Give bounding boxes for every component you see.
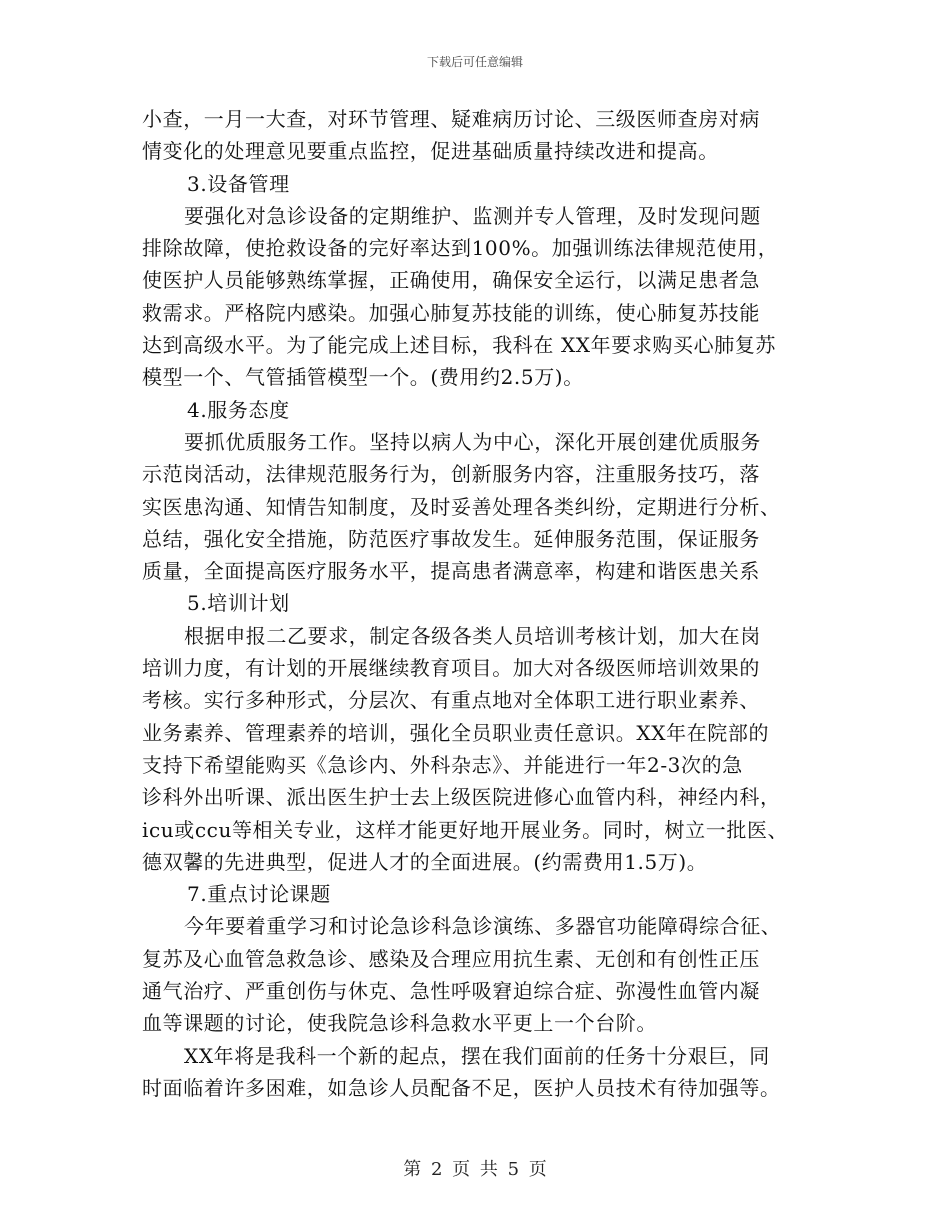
- text-line: 考核。实行多种形式，分层次、有重点地对全体职工进行职业素养、: [142, 688, 760, 713]
- section-heading: 5.培训计划: [187, 591, 290, 616]
- section-heading: 3.设备管理: [187, 171, 290, 196]
- text-line: 诊科外出听课、派出医生护士去上级医院进修心血管内科，神经内科，: [142, 785, 781, 810]
- text-line: 血等课题的讨论，使我院急诊科急救水平更上一个台阶。: [142, 1011, 657, 1036]
- text-line: 支持下希望能购买《急诊内、外科杂志》、并能进行一年2-3次的急: [142, 752, 743, 777]
- text-line: 实医患沟通、知情告知制度，及时妥善处理各类纠纷，定期进行分析、: [142, 494, 781, 519]
- text-line: 培训力度，有计划的开展继续教育项目。加大对各级医师培训效果的: [142, 656, 760, 681]
- text-line: 使医护人员能够熟练掌握，正确使用，确保安全运行，以满足患者急: [142, 268, 760, 293]
- text-line: 达到高级水平。为了能完成上述目标，我科在 XX年要求购买心肺复苏: [142, 333, 777, 358]
- text-line: 复苏及心血管急救急诊、感染及合理应用抗生素、无创和有创性正压: [142, 946, 760, 971]
- paragraph-first-line: XX年将是我科一个新的起点，摆在我们面前的任务十分艰巨，同: [184, 1043, 770, 1068]
- text-line: 通气治疗、严重创伤与休克、急性呼吸窘迫综合症、弥漫性血管内凝: [142, 979, 760, 1004]
- text-line: 质量，全面提高医疗服务水平，提高患者满意率，构建和谐医患关系: [142, 559, 760, 584]
- paragraph-first-line: 今年要着重学习和讨论急诊科急诊演练、多器官功能障碍综合征、: [184, 914, 782, 939]
- text-line: 排除故障，使抢救设备的完好率达到100%。加强训练法律规范使用，: [142, 236, 779, 261]
- page-header: 下载后可任意编辑: [426, 55, 523, 69]
- paragraph-first-line: 要抓优质服务工作。坚持以病人为中心，深化开展创建优质服务: [184, 429, 761, 454]
- text-line: 救需求。严格院内感染。加强心肺复苏技能的训练，使心肺复苏技能: [142, 300, 760, 325]
- text-line: 小查，一月一大查，对环节管理、疑难病历讨论、三级医师查房对病: [142, 107, 760, 131]
- paragraph-first-line: 根据申报二乙要求，制定各级各类人员培训考核计划，加大在岗: [184, 623, 761, 648]
- text-line: icu或ccu等相关专业，这样才能更好地开展业务。同时，树立一批医、: [142, 817, 789, 842]
- text-line: 业务素养、管理素养的培训，强化全员职业责任意识。XX年在院部的: [142, 720, 770, 745]
- text-line: 示范岗活动，法律规范服务行为，创新服务内容，注重服务技巧，落: [142, 462, 760, 487]
- document-body: [142, 103, 832, 1104]
- section-heading: 4.服务态度: [187, 397, 290, 422]
- text-line: 模型一个、气管插管模型一个。(费用约2.5万)。: [142, 365, 584, 390]
- text-line: 德双馨的先进典型，促进人才的全面进展。(约需费用1.5万)。: [142, 849, 708, 874]
- text-line: 情变化的处理意见要重点监控，促进基础质量持续改进和提高。: [142, 139, 719, 164]
- section-heading: 7.重点讨论课题: [187, 882, 331, 907]
- page-number: 第 2 页 共 5 页: [403, 1159, 547, 1180]
- text-line: 时面临着许多困难，如急诊人员配备不足，医护人员技术有待加强等。: [142, 1075, 781, 1100]
- paragraph-first-line: 要强化对急诊设备的定期维护、监测并专人管理，及时发现问题: [184, 203, 761, 228]
- text-line: 总结，强化安全措施，防范医疗事故发生。延伸服务范围，保证服务: [142, 526, 760, 551]
